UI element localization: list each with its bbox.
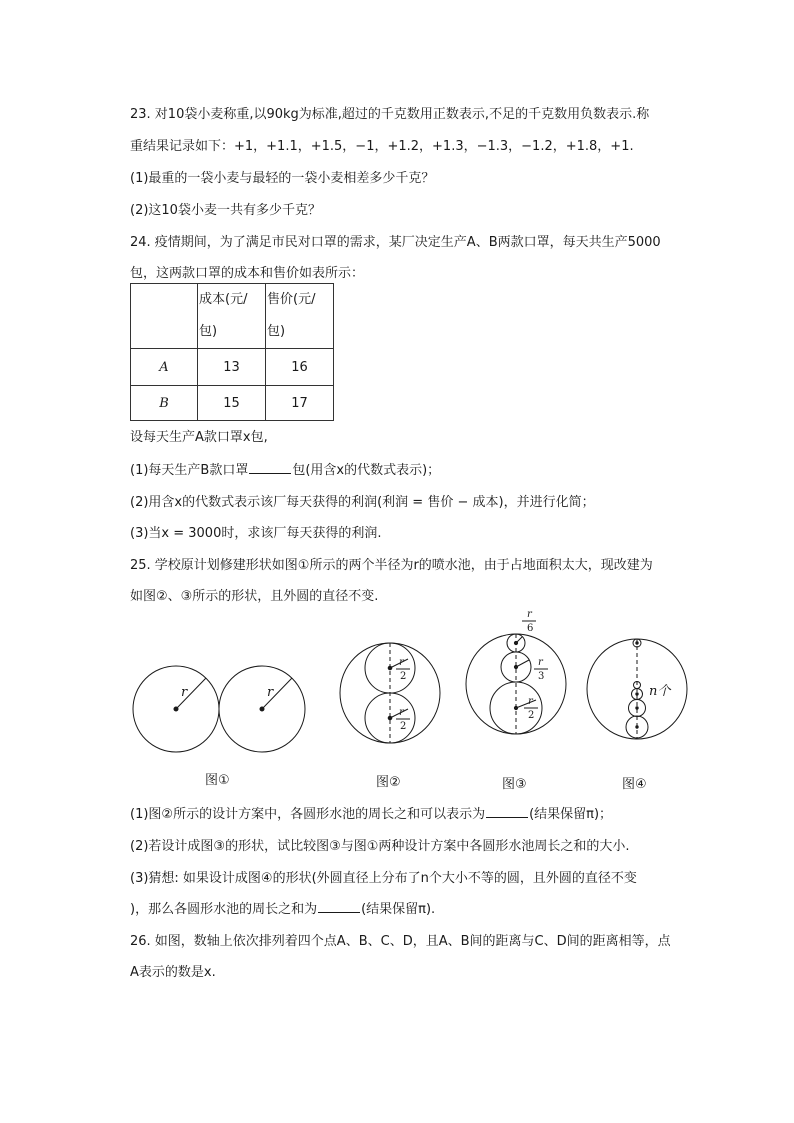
figure-1-caption: 图①	[205, 773, 230, 788]
row-label: B	[131, 386, 198, 421]
q24-sub1: (1)每天生产B款口罩 包(用含x的代数式表示)；	[130, 463, 441, 478]
q24-setup: 设每天生产A款口罩x包,	[130, 430, 268, 445]
figure-2-caption: 图②	[376, 775, 401, 790]
cost-cell: 13	[198, 349, 266, 386]
q25-sub1: (1)图②所示的设计方案中，各圆形水池的周长之和可以表示为 (结果保留π)；	[130, 807, 613, 822]
fig1-left-center	[174, 707, 178, 711]
q23-line2: 重结果记录如下：+1，+1.1，+1.5，−1，+1.2，+1.3，−1.3，−1.2，+1.8，+1.	[130, 139, 634, 154]
q24-line2: 包，这两款口罩的成本和售价如表所示：	[130, 266, 365, 281]
fig4-center-1	[636, 642, 638, 644]
q25-line1: 25. 学校原计划修建形状如图①所示的两个半径为r的喷水池，由于占地面积太大，现改建为	[130, 558, 653, 573]
fig3-small-num: r	[527, 609, 532, 620]
fig2-lower-den: 2	[400, 721, 407, 732]
fig4-center-4	[636, 707, 638, 709]
q24-sub3: (3)当x = 3000时，求该厂每天获得的利润.	[130, 526, 382, 541]
answer-blank[interactable]	[486, 805, 528, 818]
answer-blank[interactable]	[249, 461, 291, 474]
fig3-medium-den: 3	[538, 671, 545, 682]
fig3-small-center	[514, 641, 517, 644]
figure-4	[587, 639, 687, 739]
q24-sub2: (2)用含x的代数式表示该厂每天获得的利润(利润 = 售价 − 成本)，并进行化简；	[130, 495, 595, 510]
fig3-large-den: 2	[528, 710, 535, 721]
fig2-upper-num: r	[399, 657, 404, 668]
table-corner-cell	[131, 284, 198, 349]
fig3-medium-center	[514, 665, 517, 668]
q25-sub2: (2)若设计成图③的形状，试比较图③与图①两种设计方案中各圆形水池周长之和的大小.	[130, 839, 630, 854]
q25-sub3-line2: )，那么各圆形水池的周长之和为 (结果保留π).	[130, 902, 436, 917]
figure-3-caption: 图③	[502, 777, 527, 792]
fig4-center-5	[636, 726, 638, 728]
q23-line1: 23. 对10袋小麦称重,以90kg为标准,超过的千克数用正数表示,不足的千克数用负数表示.称	[130, 107, 650, 122]
fig3-large-num: r	[528, 696, 533, 707]
fig3-medium-num: r	[538, 657, 543, 668]
q23-sub1: (1)最重的一袋小麦与最轻的一袋小麦相差多少千克？	[130, 171, 435, 186]
fig3-large-center	[514, 706, 517, 709]
table-row	[131, 349, 334, 386]
price-cell: 17	[266, 386, 334, 421]
q26-line2: A表示的数是x.	[130, 965, 216, 980]
header-price: 售价(元/ 包)	[266, 284, 334, 349]
answer-blank[interactable]	[318, 900, 360, 913]
fig2-upper-den: 2	[400, 671, 407, 682]
table-row	[131, 386, 334, 421]
fig3-small-den: 6	[527, 623, 534, 634]
row-label: A	[131, 349, 198, 386]
fountain-figures	[0, 605, 794, 795]
cost-cell: 15	[198, 386, 266, 421]
figure-3	[466, 609, 566, 734]
q25-sub3-line1: (3)猜想: 如果设计成图④的形状(外圆直径上分布了n个大小不等的圆，且外圆的直径不变	[130, 871, 637, 886]
fig4-n-label: n个	[649, 684, 671, 699]
q24-line1: 24. 疫情期间，为了满足市民对口罩的需求，某厂决定生产A、B两款口罩，每天共生产5000	[130, 235, 661, 250]
fig1-right-center	[260, 707, 264, 711]
fig3-medium-radius	[516, 660, 529, 667]
cost-price-table	[130, 283, 334, 421]
figure-1	[133, 666, 305, 752]
fig1-label-r-right: r	[267, 685, 274, 700]
fig3-large-radius	[516, 700, 536, 708]
header-cost: 成本(元/ 包)	[198, 284, 266, 349]
fig2-lower-center	[388, 716, 392, 720]
fig2-lower-num: r	[399, 707, 404, 718]
fig2-upper-center	[388, 666, 392, 670]
fig1-label-r-left: r	[181, 685, 188, 700]
price-cell: 16	[266, 349, 334, 386]
q26-line1: 26. 如图，数轴上依次排列着四个点A、B、C、D，且A、B间的距离与C、D间的距离相等，点	[130, 934, 671, 949]
fig4-center-3	[636, 693, 638, 695]
q23-sub2: (2)这10袋小麦一共有多少千克？	[130, 203, 321, 218]
figure-4-caption: 图④	[622, 777, 647, 792]
figure-2	[340, 643, 440, 743]
q25-line2: 如图②、③所示的形状，且外圆的直径不变.	[130, 589, 379, 604]
table-header-row	[131, 284, 334, 349]
